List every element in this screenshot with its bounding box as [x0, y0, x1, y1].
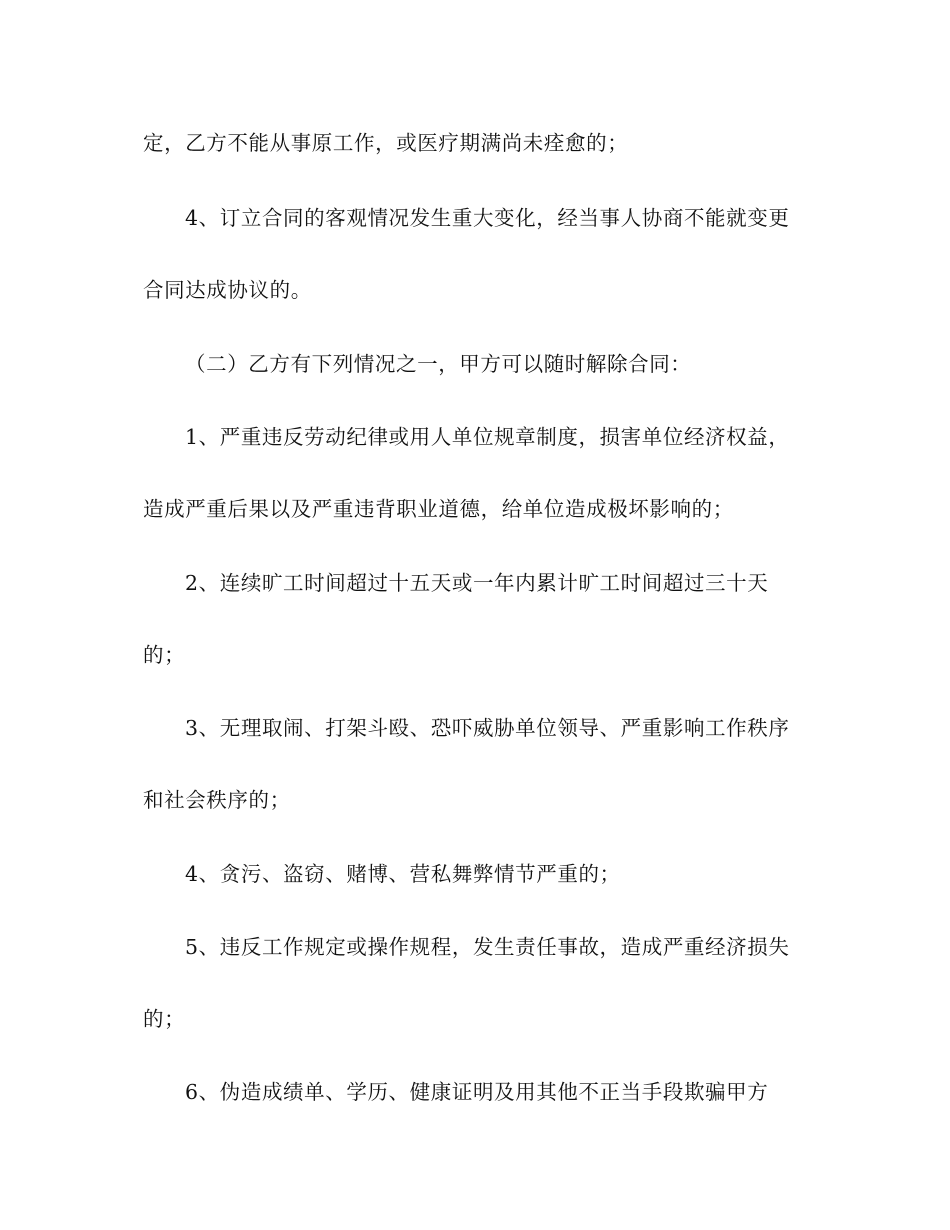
text-line: 2、连续旷工时间超过十五天或一年内累计旷工时间超过三十天 — [185, 571, 769, 595]
text-line: 合同达成协议的。 — [143, 278, 312, 302]
text-line: 的； — [143, 1007, 186, 1031]
text-line: 3、无理取闹、打架斗殴、恐吓威胁单位领导、严重影响工作秩序 — [185, 716, 790, 740]
text-line: 1、严重违反劳动纪律或用人单位规章制度，损害单位经济权益， — [185, 425, 790, 449]
text-line: 和社会秩序的； — [143, 788, 291, 812]
text-line: 造成严重后果以及严重违背职业道德，给单位造成极坏影响的； — [143, 497, 734, 521]
text-line: 的； — [143, 643, 186, 667]
text-line: 5、违反工作规定或操作规程，发生责任事故，造成严重经济损失 — [185, 935, 790, 959]
text-line: （二）乙方有下列情况之一，甲方可以随时解除合同： — [185, 352, 692, 376]
text-line: 4、贪污、盗窃、赌博、营私舞弊情节严重的； — [185, 862, 621, 886]
text-line: 4、订立合同的客观情况发生重大变化，经当事人协商不能就变更 — [185, 206, 790, 230]
text-line: 定，乙方不能从事原工作，或医疗期满尚未痊愈的； — [143, 131, 629, 155]
text-line: 6、伪造成绩单、学历、健康证明及用其他不正当手段欺骗甲方 — [185, 1080, 769, 1104]
